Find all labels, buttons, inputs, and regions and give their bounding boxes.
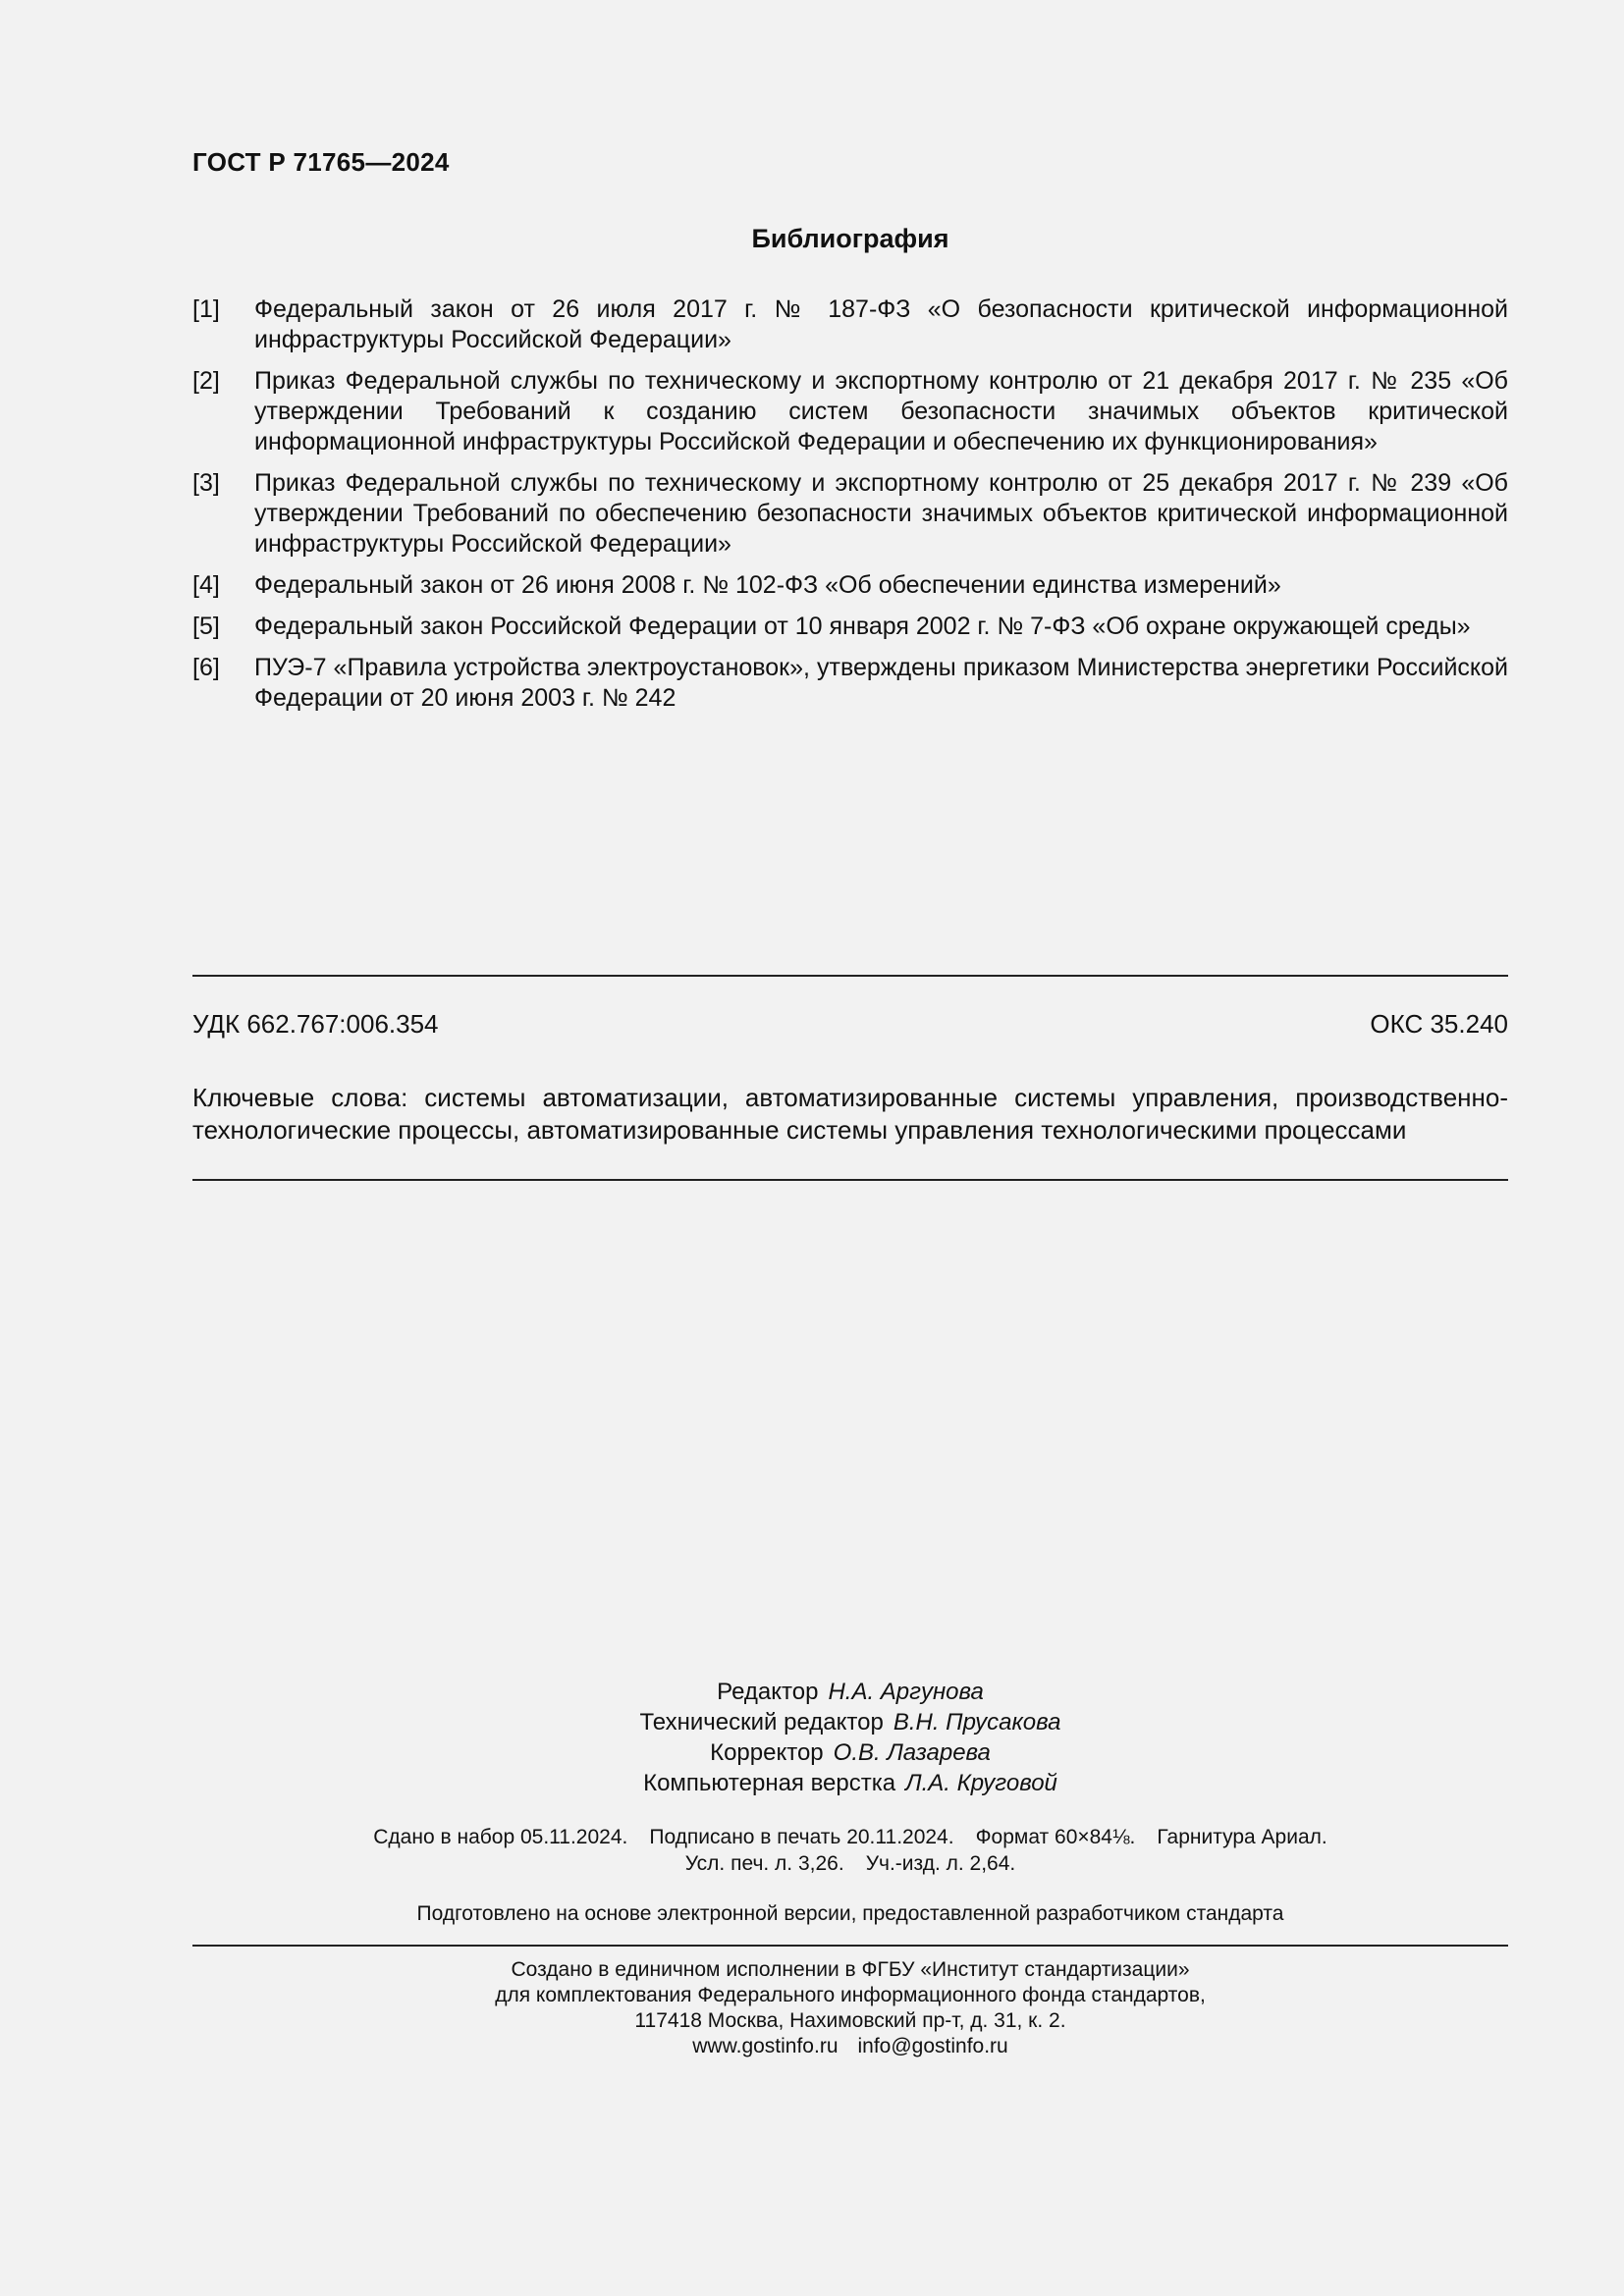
print-info-line-1: [192, 1824, 1508, 1850]
bibliography-item-text: Федеральный закон Российской Федерации от 10 января 2002 г. № 7-ФЗ «Об охране окружающей среды»: [254, 613, 1471, 640]
bibliography-item-number: [3]: [192, 469, 220, 497]
document-code: ГОСТ Р 71765—2024: [192, 147, 450, 177]
print-info-line-2: [192, 1850, 1508, 1877]
bibliography-item: [192, 612, 1508, 642]
bibliography-item-number: [1]: [192, 295, 220, 323]
classification-row: [192, 1009, 1508, 1040]
credit-line: [192, 1737, 1508, 1768]
credits-block: [192, 1677, 1508, 1798]
bibliography-item: [192, 468, 1508, 560]
bibliography-item-number: [6]: [192, 654, 220, 681]
email-link[interactable]: info@gostinfo.ru: [857, 2035, 1008, 2057]
bibliography-item-text: Приказ Федеральной службы по техническому и экспортному контролю от 21 декабря 2017 г. № 235 «Об утверждении Требований к созданию систем безопасности значимых объектов критической информационной инфраструктуры Российской Федерации и обеспечению их функционирования»: [254, 367, 1508, 455]
divider-bottom: [192, 1945, 1508, 1947]
credit-name: Н.А. Аргунова: [828, 1679, 984, 1705]
divider-top: [192, 975, 1508, 977]
bibliography-item-text: ПУЭ-7 «Правила устройства электроустановок», утверждены приказом Министерства энергетики Российской Федерации от 20 июня 2003 г. № 242: [254, 654, 1508, 712]
bibliography-item: [192, 653, 1508, 714]
typeface: Гарнитура Ариал.: [1157, 1826, 1327, 1848]
print-info: [192, 1824, 1508, 1877]
credit-role: Корректор: [710, 1739, 824, 1766]
bibliography-item-text: Федеральный закон от 26 июня 2008 г. № 102-ФЗ «Об обеспечении единства измерений»: [254, 571, 1281, 599]
credit-name: Л.А. Круговой: [905, 1770, 1057, 1796]
credit-line: [192, 1707, 1508, 1737]
bibliography-item-text: Федеральный закон от 26 июля 2017 г. № 187-ФЗ «О безопасности критической информационной инфраструктуры Российской Федерации»: [254, 295, 1508, 353]
bibliography-item-number: [5]: [192, 613, 220, 640]
publisher-address: 117418 Москва, Нахимовский пр-т, д. 31, к. 2.: [634, 2009, 1066, 2032]
credit-line: [192, 1768, 1508, 1798]
credit-role: Редактор: [717, 1679, 819, 1705]
bibliography-item-text: Приказ Федеральной службы по техническому и экспортному контролю от 25 декабря 2017 г. № 239 «Об утверждении Требований по обеспечению безопасности значимых объектов критической информационной инфраструктуры Российской Федерации»: [254, 469, 1508, 558]
publisher-contacts: [192, 2034, 1508, 2059]
credit-role: Компьютерная верстка: [643, 1770, 896, 1796]
publisher-line-1: Создано в единичном исполнении в ФГБУ «Институт стандартизации»: [511, 1958, 1190, 1981]
signed-date: Подписано в печать 20.11.2024.: [649, 1826, 954, 1848]
keywords-text: Ключевые слова: системы автоматизации, автоматизированные системы управления, производственно-технологические процессы, автоматизированные системы управления технологическими процессами: [192, 1083, 1508, 1145]
publishing-sheets: Уч.-изд. л. 2,64.: [865, 1852, 1016, 1875]
oks-code: ОКС 35.240: [1370, 1009, 1508, 1039]
bibliography-title: Библиография: [751, 224, 949, 253]
typeset-date: Сдано в набор 05.11.2024.: [373, 1826, 628, 1848]
prepared-note: Подготовлено на основе электронной версии, предоставленной разработчиком стандарта: [416, 1902, 1284, 1925]
credit-role: Технический редактор: [639, 1709, 884, 1735]
printed-sheets: Усл. печ. л. 3,26.: [684, 1852, 844, 1875]
bibliography-item-number: [2]: [192, 367, 220, 395]
publisher-line-2: для комплектования Федерального информационного фонда стандартов,: [495, 1984, 1206, 2006]
paper-format: Формат 60×84⅛.: [975, 1826, 1136, 1848]
credit-name: В.Н. Прусакова: [893, 1709, 1061, 1735]
bibliography-item: [192, 570, 1508, 601]
divider-middle: [192, 1179, 1508, 1181]
bibliography-item-number: [4]: [192, 571, 220, 599]
credit-line: [192, 1677, 1508, 1707]
publisher-block: [192, 1957, 1508, 2059]
bibliography-item: [192, 366, 1508, 457]
credit-name: О.В. Лазарева: [833, 1739, 991, 1766]
website-link[interactable]: www.gostinfo.ru: [692, 2035, 839, 2057]
bibliography-item: [192, 294, 1508, 355]
udc-code: УДК 662.767:006.354: [192, 1009, 439, 1039]
bibliography-list: [192, 294, 1508, 724]
